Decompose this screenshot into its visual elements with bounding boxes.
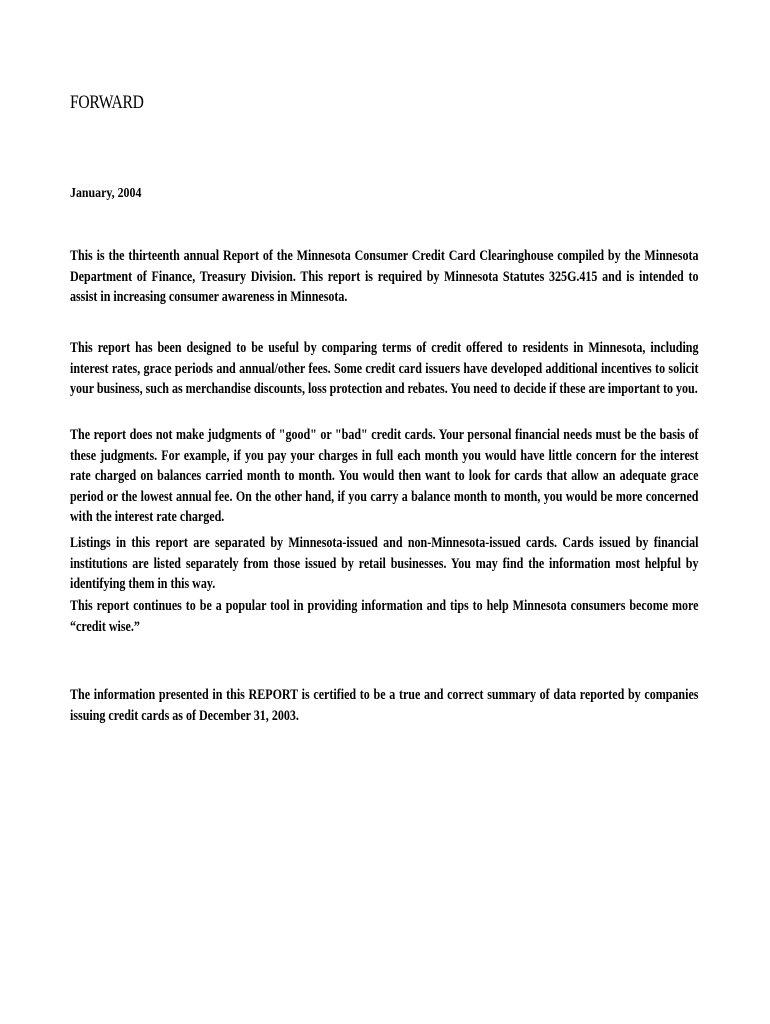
paragraph-listings: Listings in this report are separated by Minnesota-issued and non-Minnesota-issued cards. Cards issued by financial institutions are listed separately from those issued by retail businesses. You may find the information most helpful by identifying them in this way. [70,535,699,592]
paragraph-design: This report has been designed to be useful by comparing terms of credit offered to residents in Minnesota, including interest rates, grace periods and annual/other fees. Some credit card issuers have developed additional incentives to solicit your business, such as merchandise discounts, loss protection and rebates. You need to decide if these are important to you. [70,340,699,397]
document-date: January, 2004 [70,186,142,201]
paragraph-judgments: The report does not make judgments of "good" or "bad" credit cards. Your personal financial needs must be the basis of these judgments. For example, if you pay your charges in full each month you would have little concern for the interest rate charged on balances carried month to month. You would then want to look for cards that allow an adequate grace period or the lowest annual fee. On the other hand, if you carry a balance month to month, you would be more concerned with the interest rate charged. [70,427,699,525]
paragraph-intro: This is the thirteenth annual Report of the Minnesota Consumer Credit Card Clearinghouse compiled by the Minnesota Department of Finance, Treasury Division. This report is required by Minnesota Statutes 325G.415 and is intended to assist in increasing consumer awareness in Minnesota. [70,248,699,305]
paragraph-popular-tool: This report continues to be a popular tool in providing information and tips to help Minnesota consumers become more “credit wise.” [70,598,699,635]
page-title: FORWARD [70,92,144,113]
paragraph-certification: The information presented in this REPORT is certified to be a true and correct summary of data reported by companies issuing credit cards as of December 31, 2003. [70,687,699,724]
